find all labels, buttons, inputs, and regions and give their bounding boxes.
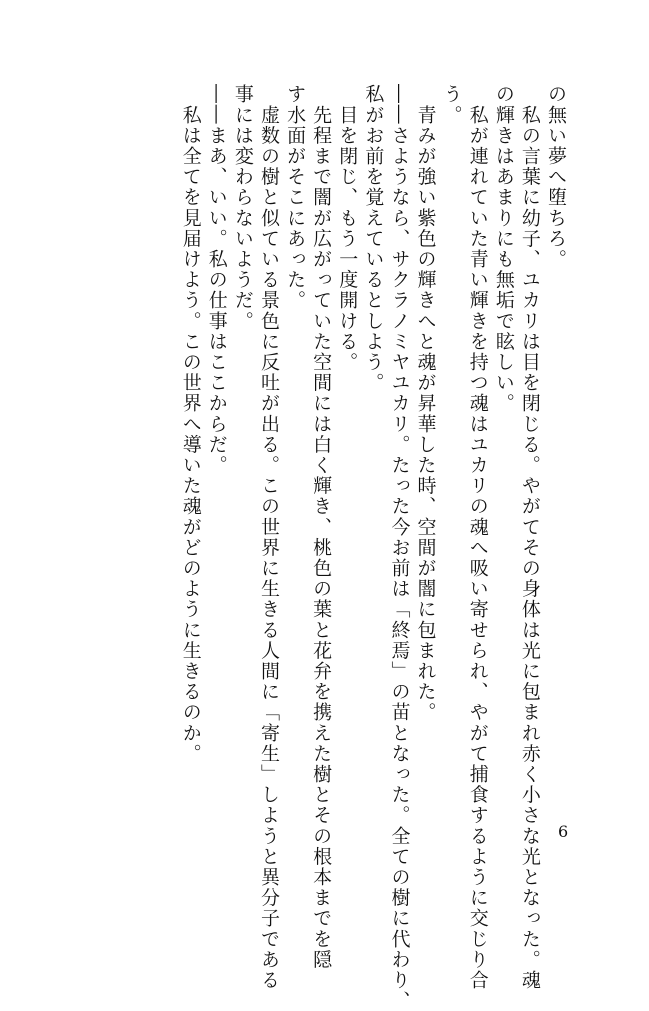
text-line: 私は全てを見届けよう。この世界へ導いた魂がどのように生きるのか。 <box>179 84 202 764</box>
text-line: う。 <box>440 84 463 126</box>
text-line: ――まあ、いい。私の仕事はここからだ。 <box>205 84 228 476</box>
text-line: 私の言葉に幼子、ユカリは目を閉じる。やがてその身体は光に包まれ赤く小さな光となった。魂 <box>518 84 541 991</box>
text-line: 虚数の樹と似ている景色に反吐が出る。この世界に生きる人間に「寄生」しようと異分子である <box>257 84 280 991</box>
text-line: の輝きはあまりにも無垢で眩しい。 <box>492 84 515 414</box>
text-line: 事には変わらないようだ。 <box>231 84 254 332</box>
body-text <box>178 84 569 1011</box>
text-line: 私が連れていた青い輝きを持つ魂はユカリの魂へ吸い寄せられ、やがて捕食するように交じり合 <box>466 84 489 991</box>
text-line: 先程まで闇が広がっていた空間には白く輝き、桃色の葉と花弁を携えた樹とその根本までを隠 <box>310 84 333 970</box>
text-line: ――さようなら、サクラノミヤユカリ。たった今お前は「終焉」の苗となった。全ての樹に代わり、 <box>388 84 411 1011</box>
text-line: の無い夢へ堕ちろ。 <box>545 84 567 270</box>
page-number: 6 <box>558 822 569 841</box>
text-line: 青みが強い紫色の輝きへと魂が昇華した時、空間が闇に包まれた。 <box>414 84 437 723</box>
text-line: 私がお前を覚えているとしよう。 <box>362 84 385 393</box>
text-line: す水面がそこにあった。 <box>284 84 307 311</box>
text-line: 目を閉じ、もう一度開ける。 <box>336 84 359 373</box>
